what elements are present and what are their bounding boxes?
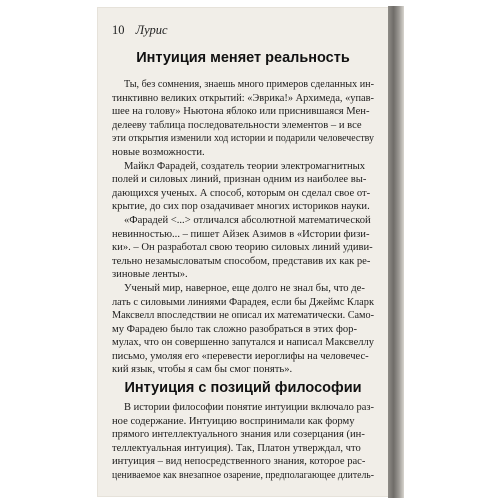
text-line: мулах, что он совершенно запутался и написал Максвеллу: [112, 337, 374, 349]
text-line: Ученый мир, наверное, еще долго не знал бы, что де-: [124, 282, 365, 294]
page-number: 10: [112, 23, 125, 37]
text-line: Максвелл впоследствии не описал их математически. Само-: [112, 310, 374, 322]
text-line: эти открытия изменили ход истории и подарили человечеству: [112, 133, 374, 145]
book-page: [98, 8, 388, 496]
text-line: новые возможности.: [112, 146, 205, 158]
text-line: ное содержание. Интуицию воспринимали как форму: [112, 415, 355, 427]
text-line: письмо, умоляя его «перевести иероглифы на человечес-: [112, 350, 369, 362]
text-line: В истории философии понятие интуиции включало раз-: [124, 402, 374, 413]
text-line: «Фарадей <...> отличался абсолютной математической: [124, 214, 371, 226]
text-line: шее на голову» Ньютона яблоко или приснившаяся Мен-: [112, 106, 370, 118]
text-line: цениваемое как внезапное озарение, предполагающее длитель-: [112, 469, 374, 481]
section-body-1: [112, 78, 374, 377]
running-head-title: Лурис: [135, 23, 168, 37]
text-line: теллектуальная интуиция). Так, Платон утверждал, что: [112, 442, 361, 454]
text-line: Майкл Фарадей, создатель теории электромагнитных: [124, 160, 366, 172]
section-heading-2: Интуиция с позиций философии: [124, 380, 362, 396]
text-line: кий язык, чтобы я сам бы смог понять».: [112, 364, 293, 376]
text-line: зиновые ленты».: [112, 269, 188, 281]
book-spine-shadow: [388, 6, 404, 498]
text-line: лать с силовыми линиями Фарадея, если бы Джеймс Кларк: [112, 296, 374, 308]
text-line: крытие, до сих пор озадачивает многих историков науки.: [112, 201, 370, 213]
text-line: невинностью... – пишет Айзек Азимов в «Истории физи-: [112, 228, 370, 240]
text-line: му Фарадею было так сложно разобраться в этих фор-: [112, 323, 357, 335]
text-line: интуиция – вид непосредственного знания, которое рас-: [112, 456, 366, 468]
section-heading-1: Интуиция меняет реальность: [136, 50, 350, 66]
running-head: [112, 23, 168, 38]
section-body-2: [112, 401, 374, 483]
text-line: дающихся ученых. А способ, которым он сделал свое от-: [112, 187, 371, 199]
text-line: делееву таблица последовательности элементов – и все: [112, 119, 362, 131]
text-line: прямого интеллектуального знания или созерцания (ин-: [112, 429, 365, 441]
text-line: ки». – Он разработал свою теорию силовых линий удиви-: [112, 242, 373, 254]
text-line: Ты, без сомнения, знаешь много примеров сделанных ин-: [124, 79, 374, 90]
text-line: полей и силовых линий, признан одним из наиболее вы-: [112, 174, 367, 186]
text-line: тинктивно великих открытий: «Эврика!» Архимеда, «упав-: [112, 92, 374, 104]
text-line: тельно незамысловатым способом, представив их как ре-: [112, 255, 371, 267]
